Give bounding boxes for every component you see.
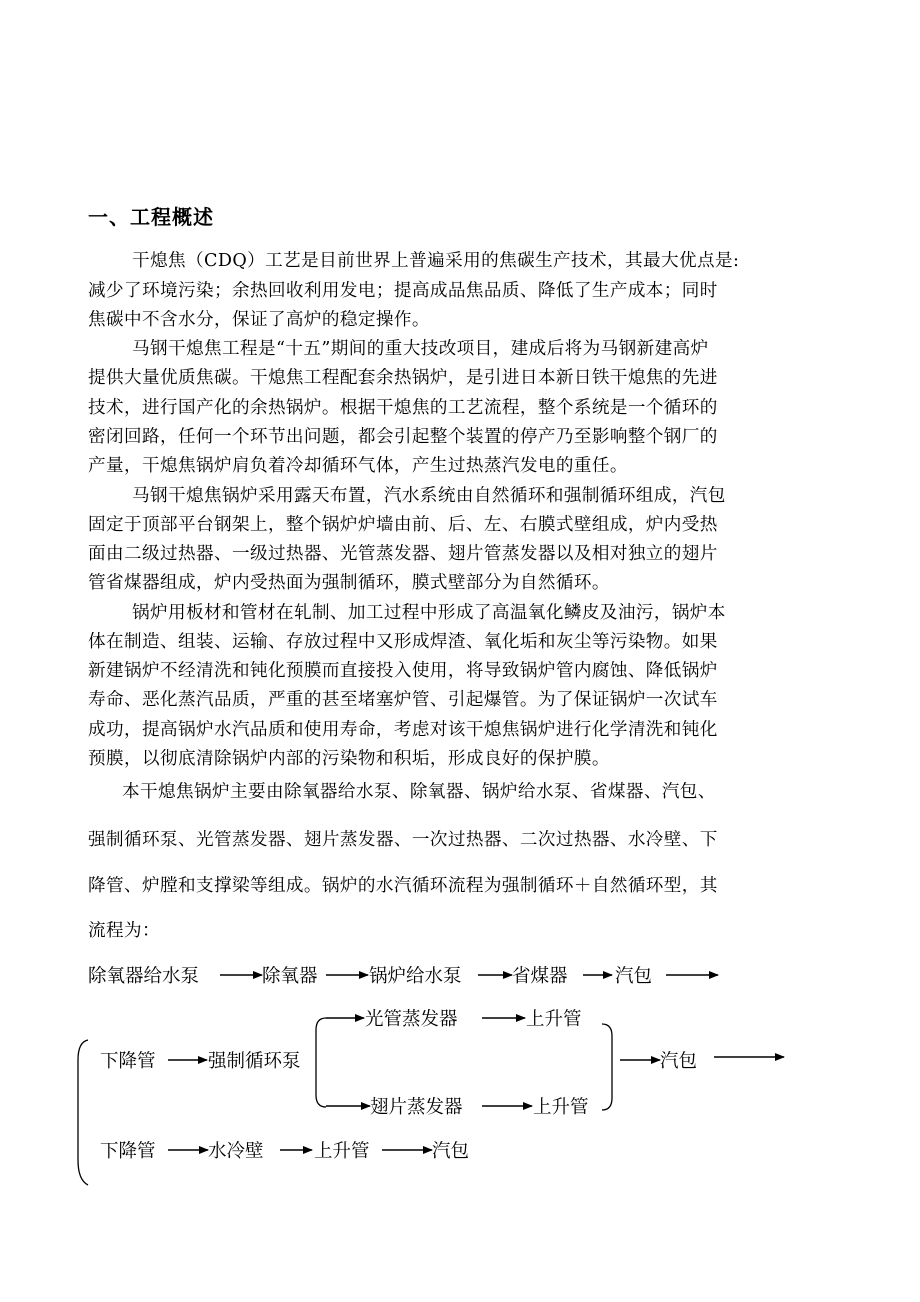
flow-node-drum-3: 汽包 xyxy=(432,1141,470,1162)
paragraph-4-line-4: 寿命、恶化蒸汽品质，严重的甚至堵塞炉管、引起爆管。为了保证锅炉一次试车 xyxy=(88,690,718,710)
paragraph-1-line-3: 焦碳中不含水分，保证了高炉的稳定操作。 xyxy=(88,310,430,330)
paragraph-3-line-2: 固定于顶部平台钢架上，整个锅炉炉墙由前、后、左、右膜式壁组成，炉内受热 xyxy=(88,515,718,535)
paragraph-5-line-4: 流程为： xyxy=(88,921,160,941)
flow-node-bare-tube-evaporator: 光管蒸发器 xyxy=(365,1009,458,1030)
flow-node-boiler-feed-pump: 锅炉给水泵 xyxy=(369,966,462,987)
flow-node-deaerator: 除氧器 xyxy=(262,966,318,987)
paragraph-4-line-5: 成功，提高锅炉水汽品质和使用寿命，考虑对该干熄焦锅炉进行化学清洗和钝化 xyxy=(88,720,718,740)
flow-node-riser-3: 上升管 xyxy=(314,1141,370,1162)
paragraph-1-line-2: 减少了环境污染；余热回收利用发电；提高成品焦品质、降低了生产成本；同时 xyxy=(88,281,718,301)
paragraph-4-line-6: 预膜，以彻底清除锅炉内部的污染物和积垢，形成良好的保护膜。 xyxy=(88,749,610,769)
paragraph-5-line-1: 本干熄焦锅炉主要由除氧器给水泵、除氧器、锅炉给水泵、省煤器、汽包、 xyxy=(122,782,716,802)
flow-node-deaerator-feed-pump: 除氧器给水泵 xyxy=(88,966,200,987)
flow-node-downcomer-1: 下降管 xyxy=(100,1051,156,1072)
flow-node-forced-circulation-pump: 强制循环泵 xyxy=(208,1051,301,1072)
paragraph-5-line-3: 降管、炉膛和支撑梁等组成。锅炉的水汽循环流程为强制循环＋自然循环型，其 xyxy=(88,876,718,896)
paragraph-3-line-3: 面由二级过热器、一级过热器、光管蒸发器、翅片管蒸发器以及相对独立的翅片 xyxy=(88,544,718,564)
paragraph-4-line-2: 体在制造、组装、运输、存放过程中又形成焊渣、氧化垢和灰尘等污染物。如果 xyxy=(88,632,718,652)
flow-node-economizer: 省煤器 xyxy=(512,966,568,987)
flow-node-riser-top: 上升管 xyxy=(526,1009,582,1030)
paragraph-3-line-4: 管省煤器组成，炉内受热面为强制循环，膜式壁部分为自然循环。 xyxy=(88,573,610,593)
flow-node-water-wall: 水冷壁 xyxy=(208,1141,264,1162)
flow-node-drum-1: 汽包 xyxy=(615,966,653,987)
paragraph-2-line-2: 提供大量优质焦碳。干熄焦工程配套余热锅炉，是引进日本新日铁干熄焦的先进 xyxy=(88,368,718,388)
flow-node-riser-bottom: 上升管 xyxy=(533,1097,589,1118)
left-brace xyxy=(78,1040,88,1185)
section-heading: 一、工程概述 xyxy=(88,205,214,229)
paragraph-2-line-5: 产量，干熄焦锅炉肩负着冷却循环气体，产生过热蒸汽发电的重任。 xyxy=(88,456,628,476)
paragraph-2-line-4: 密闭回路，任何一个环节出问题，都会引起整个装置的停产乃至影响整个钢厂的 xyxy=(88,427,718,447)
flow-node-finned-evaporator: 翅片蒸发器 xyxy=(370,1097,463,1118)
flow-node-downcomer-2: 下降管 xyxy=(100,1141,156,1162)
paragraph-1-line-1: 干熄焦（CDQ）工艺是目前世界上普遍采用的焦碳生产技术，其最大优点是: xyxy=(132,251,740,271)
paragraph-4-line-1: 锅炉用板材和管材在轧制、加工过程中形成了高温氧化鳞皮及油污，锅炉本 xyxy=(132,603,726,623)
paragraph-5-line-2: 强制循环泵、光管蒸发器、翅片蒸发器、一次过热器、二次过热器、水冷壁、下 xyxy=(88,830,718,850)
paragraph-4-line-3: 新建锅炉不经清洗和钝化预膜而直接投入使用，将导致锅炉管内腐蚀、降低锅炉 xyxy=(88,661,718,681)
flow-node-drum-2: 汽包 xyxy=(660,1051,698,1072)
merge-brace xyxy=(602,1024,612,1110)
paragraph-3-line-1: 马钢干熄焦锅炉采用露天布置，汽水系统由自然循环和强制循环组成，汽包 xyxy=(132,486,726,506)
paragraph-2-line-3: 技术，进行国产化的余热锅炉。根据干熄焦的工艺流程，整个系统是一个循环的 xyxy=(88,398,718,418)
branch-brace xyxy=(316,1018,326,1107)
paragraph-2-line-1: 马钢干熄焦工程是“十五”期间的重大技改项目，建成后将为马钢新建高炉 xyxy=(132,339,709,359)
